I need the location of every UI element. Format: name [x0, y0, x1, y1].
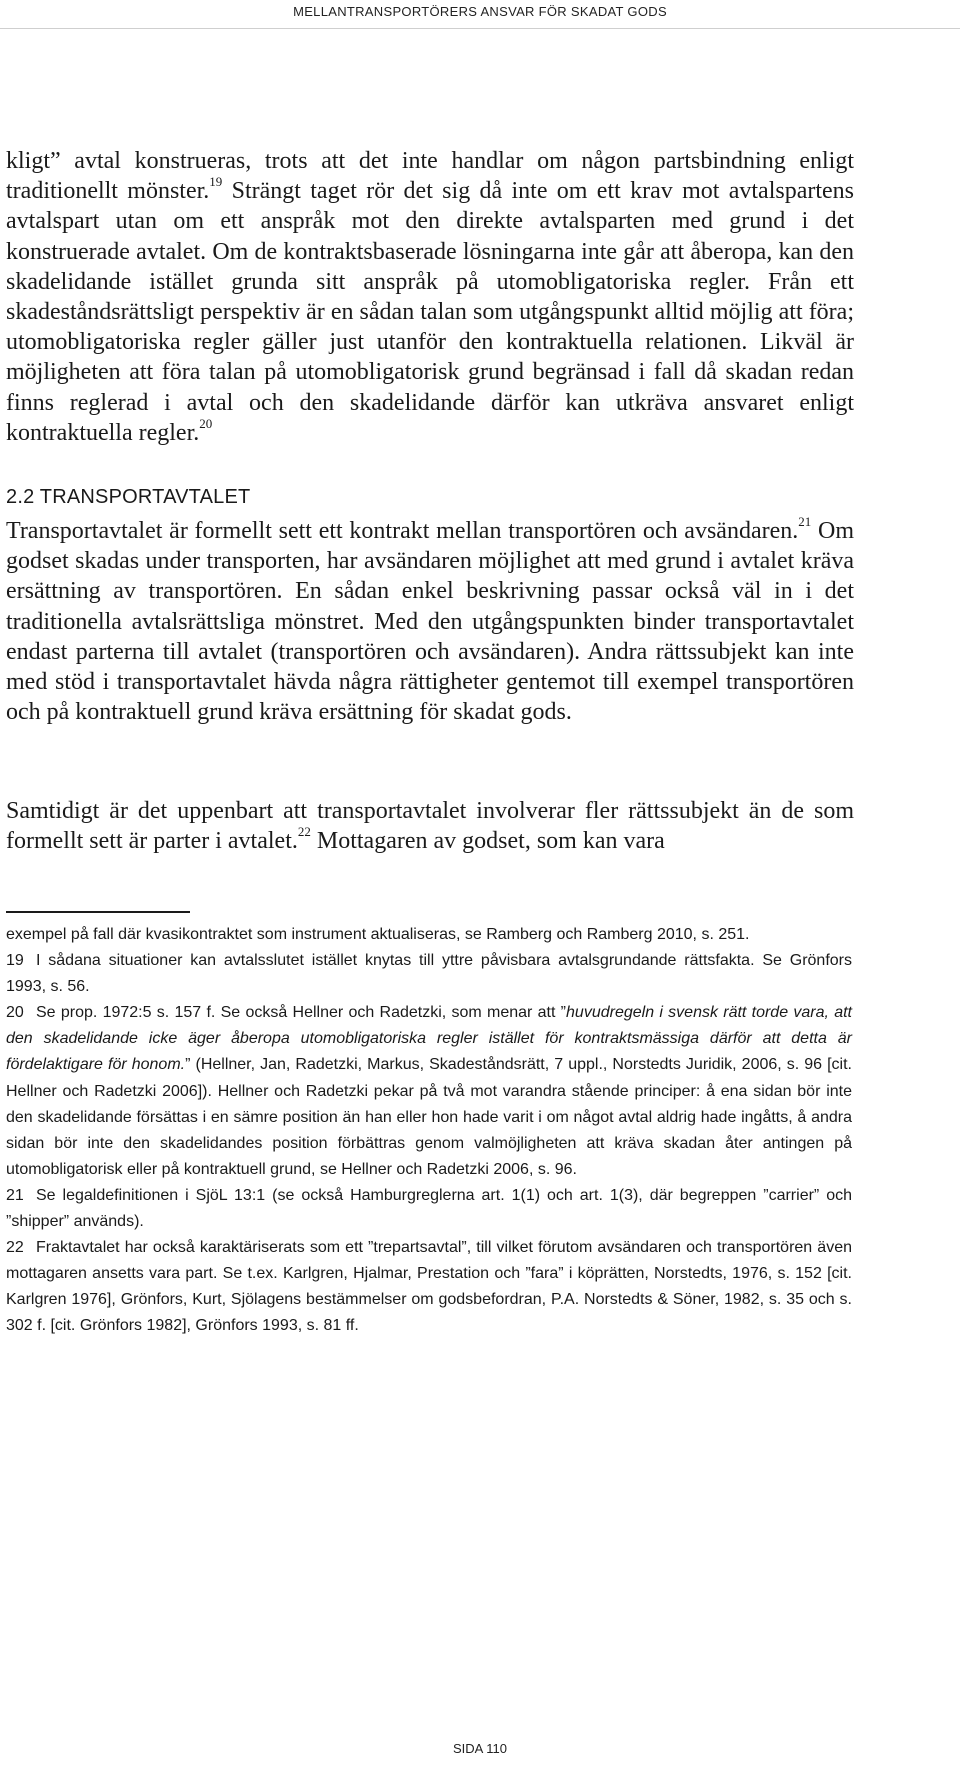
footnote-text: Fraktavtalet har också karaktäriserats som ett ”trepartsavtal”, till vilket förutom avsändaren och transportören även mottagaren ansetts vara part. Se t.ex. Karlgren, Hjalmar, Prestation och ”fara” i köprätten, Norstedts, 1976, s. 152 [cit. Karlgren 1976], Grönfors, Kurt, Sjölagens bestämmelser om godsbefordran, P.A. Norstedts & Söner, 1982, s. 35 och s. 302 f. [cit. Grönfors 1982], Grönfors 1993, s. 81 ff.: [6, 1239, 852, 1335]
footnote-ref-21[interactable]: 21: [798, 514, 812, 529]
paragraph-1-text-b: Strängt taget rör det sig då inte om ett krav mot avtalspartens avtalspart utan om ett anspråk mot den direkte avtalsparten med grund i det konstruerade avtalet. Om de kontraktsbaserade lösningarna inte går att åberopa, kan den skadelidande istället grunda sitt anspråk på utomobligatoriska regler. Från ett skadeståndsrättsligt perspektiv är en sådan talan som utgångspunkt alltid möjlig att föra; utomobligatoriska regler gäller just utanför den kontraktuella relationen. Likväl är möjligheten att föra talan på utomobligatorisk grund begränsad i fall då skadan redan finns reglerad i avtal och den skadelidande därför kan utkräva ansvaret enligt kontraktuella regler.: [6, 178, 855, 446]
footnote-number: 20: [6, 1004, 24, 1022]
page-number: SIDA 110: [453, 1741, 507, 1756]
paragraph-3-text-b: Mottagaren av godset, som kan vara: [310, 828, 665, 855]
footnote-number: 21: [6, 1186, 24, 1204]
footnote-ref-19[interactable]: 19: [209, 174, 223, 190]
footnotes: [6, 922, 852, 1340]
footnote-quote-italic: huvudregeln i svensk rätt torde vara, att den skadelidande icke äger åberopa utomobligatoriska regler istället för kontraktsmässiga därför att detta är fördelaktigare för honom.: [6, 1004, 852, 1074]
footnote-21: [6, 1183, 852, 1235]
section-heading: 2.2 TRANSPORTAVTALET: [6, 486, 251, 508]
footnote-continuation: exempel på fall där kvasikontraktet som instrument aktualiseras, se Ramberg och Ramberg 2010, s. 251.: [6, 926, 750, 943]
footnote-text-b: ” (Hellner, Jan, Radetzki, Markus, Skadeståndsrätt, 7 uppl., Norstedts Juridik, 2006, s. 96 [cit. Hellner och Radetzki 2006]). Hellner och Radetzki pekar på två mot varandra stående principer: å ena sidan bör inte den skadelidande försättas i en sämre position än han eller hon hade varit i om något avtal aldrig hade ingåtts, å andra sidan bör inte den skadelidandes position förbättras genom valmöjligheten att kräva skadan åter antingen på utomobligatorisk eller på kontraktuell grund, se Hellner och Radetzki 2006, s. 96.: [6, 1056, 853, 1178]
footnote-text-a: Se prop. 1972:5 s. 157 f. Se också Hellner och Radetzki, som menar att ”: [36, 1004, 567, 1022]
paragraph-1-text-a: kligt” avtal konstrueras, trots att det inte handlar om någon partsbindning enligt traditionellt mönster.: [6, 148, 854, 205]
running-header: MELLANTRANSPORTÖRERS ANSVAR FÖR SKADAT GODS: [293, 4, 667, 19]
footnote-divider: [6, 911, 190, 913]
footnote-ref-22[interactable]: 22: [297, 824, 311, 840]
footnote-number: 19: [6, 952, 24, 970]
footnote-text: I sådana situationer kan avtalsslutet istället knytas till yttre påvisbara avtalsgrundande rättsfakta. Se Grönfors 1993, s. 56.: [6, 952, 852, 996]
paragraph-3-text-a: Samtidigt är det uppenbart att transportavtalet involverar fler rättssubjekt än de som formellt sett är parter i avtalet.: [6, 798, 854, 855]
footnote-ref-20[interactable]: 20: [199, 415, 213, 431]
header-divider: [0, 28, 960, 29]
paragraph-3: [6, 796, 854, 856]
footnote-number: 22: [6, 1239, 24, 1257]
footnote-20: [6, 1000, 852, 1183]
footnote-22: [6, 1235, 852, 1339]
paragraph-1: [6, 146, 854, 448]
paragraph-2-text-b: Om godset skadas under transporten, har avsändaren möjlighet att med grund i avtalet kräva ersättning av transportören. En sådan enkel beskrivning passar också väl in i det traditionella avtalsrättsliga mönstret. Med den utgångspunkten binder transportavtalet endast parterna till avtalet (transportören och avsändaren). Andra rättssubjekt kan inte med stöd i transportavtalet hävda några rättigheter gentemot till exempel transportören och på kontraktuell grund kräva ersättning för skadat gods.: [6, 518, 855, 726]
footnote-19: [6, 948, 852, 1000]
footnote-text: Se legaldefinitionen i SjöL 13:1 (se också Hamburgreglerna art. 1(1) och art. 1(3), där begreppen ”carrier” och ”shipper” används).: [6, 1186, 852, 1231]
paragraph-2: [6, 516, 854, 727]
paragraph-2-text-a: Transportavtalet är formellt sett ett kontrakt mellan transportören och avsändaren.: [6, 518, 799, 544]
